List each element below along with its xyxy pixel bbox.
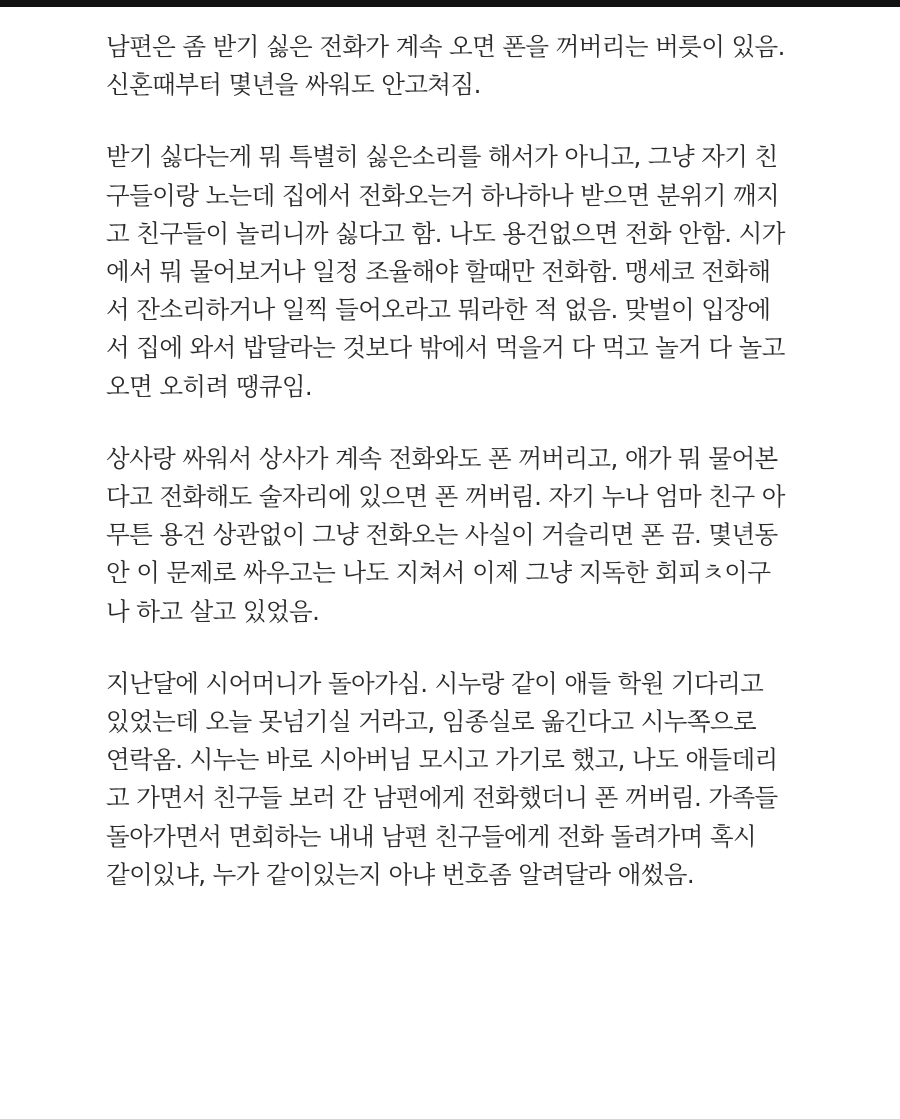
text-line: 신혼때부터 몇년을 싸워도 안고쳐짐. bbox=[106, 70, 481, 100]
text-line: 상사랑 싸워서 상사가 계속 전화와도 폰 꺼버리고, 애가 뭐 물어본 bbox=[106, 443, 778, 473]
text-line: 있었는데 오늘 못넘기실 거라고, 임종실로 옮긴다고 시누쪽으로 bbox=[106, 707, 757, 737]
text-line: 돌아가면서 면회하는 내내 남편 친구들에게 전화 돌려가며 혹시 bbox=[106, 821, 757, 851]
text-line: 같이있냐, 누가 같이있는지 아냐 번호좀 알려달라 애썼음. bbox=[106, 859, 695, 889]
text-line: 오면 오히려 땡큐임. bbox=[106, 371, 313, 401]
text-line: 나 하고 살고 있었음. bbox=[106, 596, 320, 626]
text-line: 구들이랑 노는데 집에서 전화오는거 하나하나 받으면 분위기 깨지 bbox=[106, 180, 780, 210]
text-line: 다고 전화해도 술자리에 있으면 폰 꺼버림. 자기 누나 엄마 친구 아 bbox=[106, 482, 785, 512]
text-line: 연락옴. 시누는 바로 시아버님 모시고 가기로 했고, 나도 애들데리 bbox=[106, 745, 778, 775]
text-line: 서 잔소리하거나 일찍 들어오라고 뭐라한 적 없음. 맞벌이 입장에 bbox=[106, 295, 771, 325]
paragraph bbox=[106, 665, 806, 894]
text-line: 받기 싫다는게 뭐 특별히 싫은소리를 해서가 아니고, 그냥 자기 친 bbox=[106, 142, 778, 172]
text-line: 남편은 좀 받기 싫은 전화가 계속 오면 폰을 꺼버리는 버릇이 있음. bbox=[106, 32, 785, 61]
paragraph bbox=[106, 440, 806, 631]
text-line: 무튼 용건 상관없이 그냥 전화오는 사실이 거슬리면 폰 끔. 몇년동 bbox=[106, 520, 778, 550]
text-line: 안 이 문제로 싸우고는 나도 지쳐서 이제 그냥 지독한 회피ㅊ이구 bbox=[106, 558, 771, 588]
top-edge-bar bbox=[0, 0, 900, 7]
post-body bbox=[106, 28, 806, 928]
text-line: 고 친구들이 놀리니까 싫다고 함. 나도 용건없으면 전화 안함. 시가 bbox=[106, 218, 785, 248]
paragraph bbox=[106, 138, 806, 405]
text-line: 에서 뭐 물어보거나 일정 조율해야 할때만 전화함. 맹세코 전화해 bbox=[106, 257, 771, 287]
paragraph bbox=[106, 28, 806, 104]
text-line: 지난달에 시어머니가 돌아가심. 시누랑 같이 애들 학원 기다리고 bbox=[106, 668, 764, 698]
text-line: 고 가면서 친구들 보러 간 남편에게 전화했더니 폰 꺼버림. 가족들 bbox=[106, 783, 778, 813]
text-line: 서 집에 와서 밥달라는 것보다 밖에서 먹을거 다 먹고 놀거 다 놀고 bbox=[106, 333, 785, 363]
